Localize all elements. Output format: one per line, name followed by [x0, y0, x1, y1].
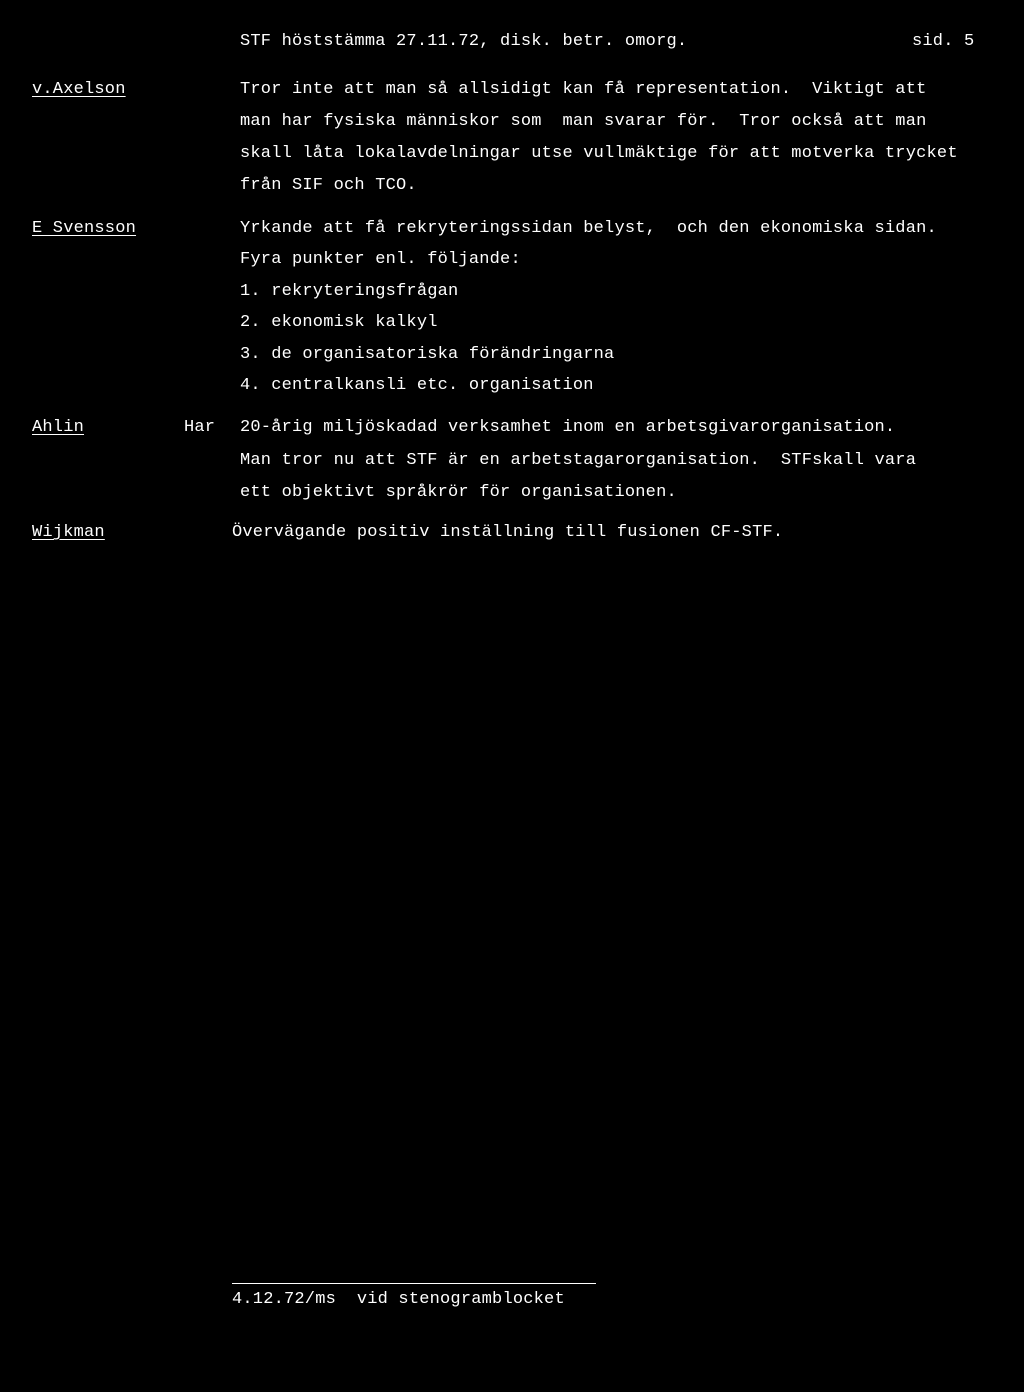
ahlin-prefix: Har	[184, 418, 216, 437]
axelson-line-4: från SIF och TCO.	[240, 176, 417, 195]
wijkman-line-1: Övervägande positiv inställning till fusionen CF-STF.	[232, 523, 784, 542]
ahlin-line-3: ett objektivt språkrör för organisationen.	[240, 483, 677, 502]
svensson-line-1: Yrkande att få rekryteringssidan belyst, och den ekonomiska sidan.	[240, 219, 937, 238]
speaker-svensson: E Svensson	[32, 219, 137, 238]
axelson-line-3: skall låta lokalavdelningar utse vullmäktige för att motverka trycket	[240, 144, 958, 163]
speaker-wijkman: Wijkman	[32, 523, 105, 542]
ahlin-line-2: Man tror nu att STF är en arbetstagarorganisation. STFskall vara	[240, 451, 917, 470]
axelson-line-2: man har fysiska människor som man svarar för. Tror också att man	[240, 112, 927, 131]
svensson-list-item-2: 2. ekonomisk kalkyl	[240, 313, 438, 332]
speaker-ahlin: Ahlin	[32, 418, 85, 437]
svensson-list-item-3: 3. de organisatoriska förändringarna	[240, 345, 615, 364]
svensson-list-item-4: 4. centralkansli etc. organisation	[240, 376, 594, 395]
speaker-axelson: v.Axelson	[32, 80, 126, 99]
footer-rule	[232, 1283, 596, 1284]
page-number: sid. 5	[912, 32, 975, 51]
axelson-line-1: Tror inte att man så allsidigt kan få representation. Viktigt att	[240, 80, 927, 99]
svensson-line-2: Fyra punkter enl. följande:	[240, 250, 521, 269]
svensson-list-item-1: 1. rekryteringsfrågan	[240, 282, 459, 301]
footer-signature: 4.12.72/ms vid stenogramblocket	[232, 1290, 565, 1309]
document-header-title: STF höststämma 27.11.72, disk. betr. omorg.	[240, 32, 688, 51]
ahlin-line-1: 20-årig miljöskadad verksamhet inom en arbetsgivarorganisation.	[240, 418, 896, 437]
